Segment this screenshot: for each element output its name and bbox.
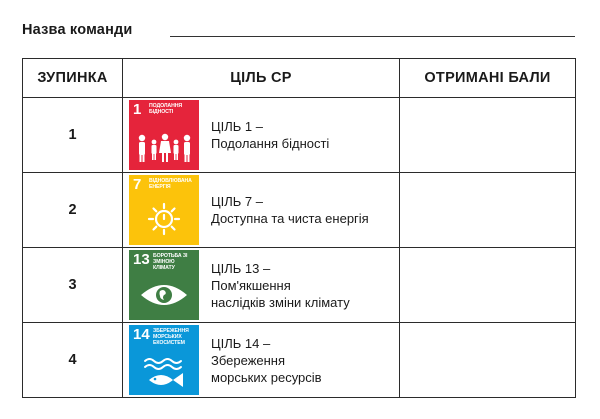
column-header-goal: ЦІЛЬ СР bbox=[123, 59, 400, 98]
table-row bbox=[23, 173, 576, 248]
goal-cell bbox=[123, 173, 400, 248]
sdg-1-no-poverty-icon: 1 ПОДОЛАННЯ БІДНОСТІ bbox=[129, 100, 199, 170]
score-table bbox=[22, 58, 576, 398]
goal-cell bbox=[123, 248, 400, 323]
goal-description: ЦІЛЬ 13 – Пом'якшення наслідків зміни клімату bbox=[211, 260, 350, 310]
table-row bbox=[23, 248, 576, 323]
sdg-14-life-below-water-icon: 14 ЗБЕРЕЖЕННЯ МОРСЬКИХ ЕКОСИСТЕМ bbox=[129, 325, 199, 395]
goal-description: ЦІЛЬ 7 – Доступна та чиста енергія bbox=[211, 194, 369, 226]
team-name-label: Назва команди bbox=[22, 22, 133, 38]
table-header-row bbox=[23, 59, 576, 98]
points-cell[interactable] bbox=[400, 323, 576, 398]
stop-number: 2 bbox=[23, 173, 123, 248]
stop-number: 1 bbox=[23, 98, 123, 173]
sdg-13-climate-action-icon: 13 БОРОТЬБА ЗІ ЗМІНОЮ КЛІМАТУ bbox=[129, 250, 199, 320]
table-row bbox=[23, 323, 576, 398]
table-row bbox=[23, 98, 576, 173]
team-name-row bbox=[22, 22, 575, 40]
points-cell[interactable] bbox=[400, 248, 576, 323]
sdg-7-clean-energy-icon: 7 ВІДНОВЛЮВАНА ЕНЕРГІЯ bbox=[129, 175, 199, 245]
points-cell[interactable] bbox=[400, 173, 576, 248]
goal-description: ЦІЛЬ 14 – Збереження морських ресурсів bbox=[211, 335, 322, 385]
goal-description: ЦІЛЬ 1 – Подолання бідності bbox=[211, 119, 330, 151]
stop-number: 4 bbox=[23, 323, 123, 398]
goal-cell bbox=[123, 98, 400, 173]
team-name-input-line[interactable] bbox=[170, 36, 575, 37]
points-cell[interactable] bbox=[400, 98, 576, 173]
stop-number: 3 bbox=[23, 248, 123, 323]
column-header-points: ОТРИМАНІ БАЛИ bbox=[400, 59, 576, 98]
goal-cell bbox=[123, 323, 400, 398]
column-header-stop: ЗУПИНКА bbox=[23, 59, 123, 98]
